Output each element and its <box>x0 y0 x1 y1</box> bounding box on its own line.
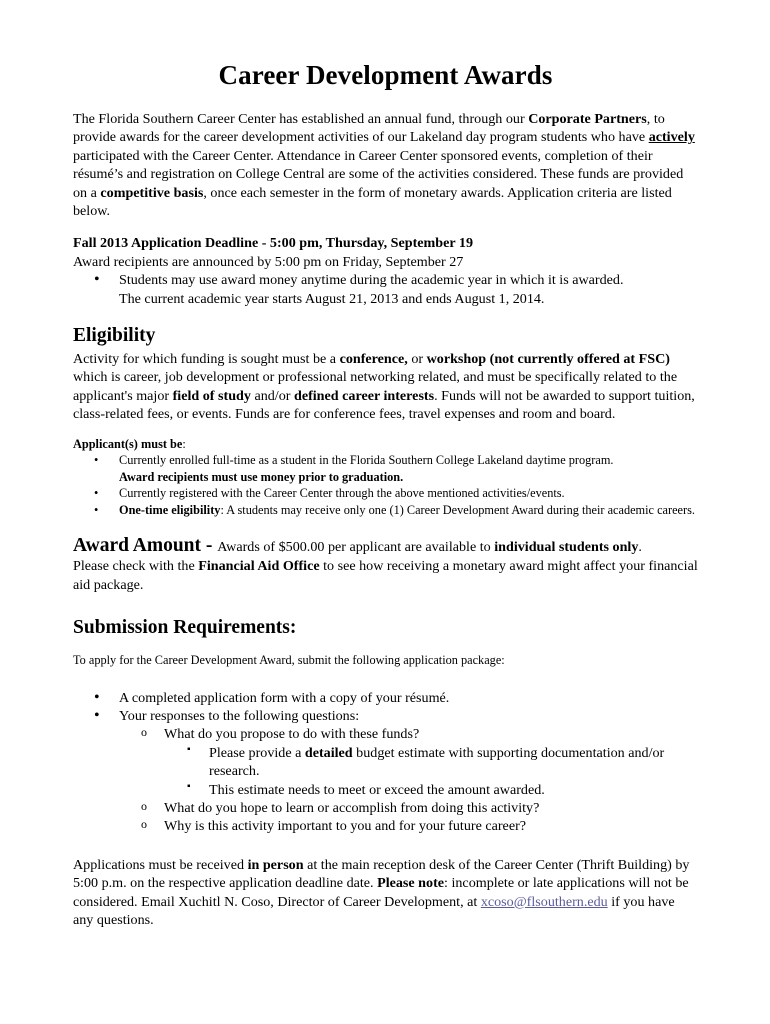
deadline-announce: Award recipients are announced by 5:00 pm on Friday, September 27 <box>73 253 464 270</box>
bullet-icon: • <box>94 706 100 724</box>
intro-text: The Florida Southern Career Center has established an annual fund, through our <box>73 111 529 127</box>
list-item: • Currently registered with the Career Center through the above mentioned activities/events. <box>94 486 565 501</box>
award-amount-paragraph: Award Amount - Awards of $500.00 per applicant are available to individual students only. <box>73 535 642 557</box>
page-title: Career Development Awards <box>218 60 553 90</box>
intro-bold-actively: actively <box>648 129 695 146</box>
circle-bullet-icon: o <box>141 725 147 740</box>
intro-text: , to provide awards for the career development activities of our Lakeland day program students who have <box>73 111 665 146</box>
list-item: ▪ Please provide a detailed budget estimate with supporting documentation and/or research. <box>187 743 665 780</box>
email-link[interactable]: xcoso@flsouthern.edu <box>480 893 608 910</box>
document-page <box>73 58 698 929</box>
submission-heading: Submission Requirements: <box>73 617 297 638</box>
bullet-icon: • <box>94 271 100 289</box>
award-financial-aid: Please check with the Financial Aid Office to see how receiving a monetary award might affect your financial aid package. <box>73 558 698 593</box>
list-item: o Why is this activity important to you and for your future career? <box>141 817 527 835</box>
list-item: ▪ This estimate needs to meet or exceed the amount awarded. <box>187 780 545 798</box>
submission-list <box>73 689 698 836</box>
deadline-heading: Fall 2013 Application Deadline - 5:00 pm, Thursday, September 19 <box>73 235 474 252</box>
intro-paragraph <box>73 110 698 220</box>
list-item: o What do you hope to learn or accomplish from doing this activity? <box>141 798 540 816</box>
square-bullet-icon: ▪ <box>187 743 191 755</box>
intro-text: , once each semester in the form of monetary awards. Application criteria are listed below. <box>73 184 672 220</box>
circle-bullet-icon: o <box>141 817 147 832</box>
list-item: • One-time eligibility: A students may receive only one (1) Career Development Award during their academic careers. <box>94 502 695 517</box>
list-item: o What do you propose to do with these funds? <box>141 725 420 743</box>
award-amount-heading: Award Amount - <box>73 535 218 557</box>
list-item: • Currently enrolled full-time as a student in the Florida Southern College Lakeland daytime program. Award recipients must use money prior to graduation. <box>94 453 614 484</box>
eligibility-paragraph: Activity for which funding is sought must be a conference, or workshop (not currently offered at FSC) which is career, job development or professional networking related, and must be specifically related to the applicant's major field of study and/or defined career interests. Funds will not be awarded to support tuition, class-related fees, or events. Funds are for conference fees, travel expenses and room and board. <box>73 351 695 423</box>
bullet-icon: • <box>94 688 100 706</box>
intro-bold-corporate-partners: Corporate Partners <box>528 111 647 127</box>
bullet-icon: • <box>94 486 99 501</box>
closing-paragraph: Applications must be received in person at the main reception desk of the Career Center (Thrift Building) by 5:00 p.m. on the respective application deadline date. Please note: incomplete or late applications will not be considered. Email Xuchitl N. Coso, Director of Career Development, at xcoso@flsouthern.edu if you have any questions. <box>73 856 690 928</box>
list-item: • Your responses to the following questions: <box>94 706 360 724</box>
square-bullet-icon: ▪ <box>187 780 191 792</box>
applicant-requirements-list <box>73 452 698 518</box>
bullet-icon: • <box>94 453 99 468</box>
deadline-list <box>73 271 698 308</box>
list-item: • A completed application form with a copy of your résumé. <box>94 688 450 706</box>
eligibility-heading: Eligibility <box>73 325 156 347</box>
applicant-label: Applicant(s) must be: <box>73 436 186 451</box>
intro-text: participated with the Career Center. Attendance in Career Center sponsored events, completion of their résumé’s and registration on College Central are some of the activities considered. These funds are provided on a <box>73 147 684 201</box>
intro-bold-competitive-basis: competitive basis <box>100 184 204 201</box>
bullet-icon: • <box>94 502 99 517</box>
list-item: • Students may use award money anytime during the academic year in which it is awarded. The current academic year starts August 21, 2013 and ends August 1, 2014. <box>94 271 624 307</box>
submission-intro: To apply for the Career Development Award, submit the following application package: <box>73 653 505 667</box>
circle-bullet-icon: o <box>141 798 147 813</box>
